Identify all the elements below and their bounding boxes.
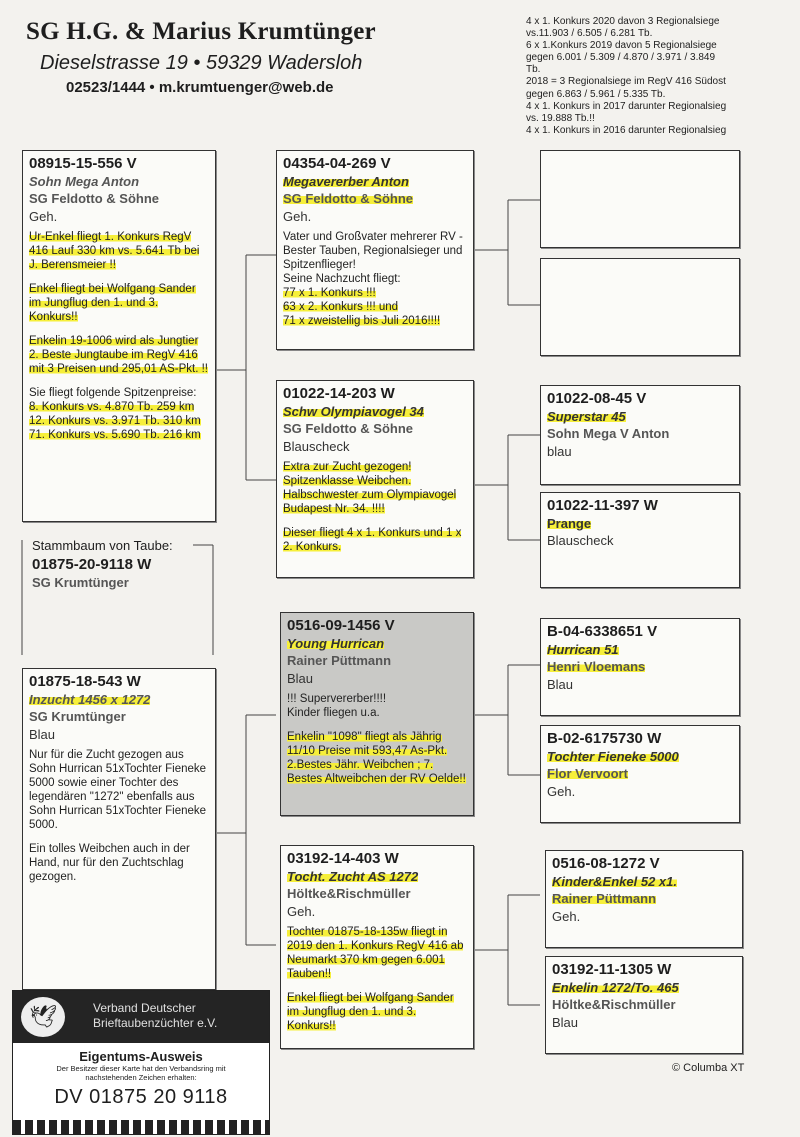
ring-number: 03192-14-403 W <box>287 850 399 867</box>
pigeon-color: Geh. <box>552 909 581 924</box>
note-text: Kinder fliegen u.a. <box>287 707 380 719</box>
pigeon-color: Geh. <box>547 784 576 799</box>
note-text: Ur-Enkel fliegt 1. Konkurs RegV 416 Lauf 330 km vs. 5.641 Tb bei J. Berensmeier !! <box>29 231 200 271</box>
pigeon-color: Blauscheck <box>547 533 614 548</box>
empty-ancestor-card <box>540 258 740 356</box>
pigeon-name: Young Hurrican <box>287 636 385 651</box>
great-grandparent-card <box>540 618 740 716</box>
pigeon-name: Tochter Fieneke 5000 <box>547 749 679 764</box>
note-text: 63 x 2. Konkurs !!! und <box>283 301 399 313</box>
note-text: 71. Konkurs vs. 5.690 Tb. 216 km <box>29 429 201 441</box>
note-text: Tochter 01875-18-135w fliegt in 2019 den 1. Konkurs RegV 416 ab Neumarkt 370 km gegen 6.001 Tauben!! <box>287 926 464 980</box>
achievement-line: vs. 19.888 Tb.!! <box>526 112 595 124</box>
achievement-line: Tb. <box>526 64 541 76</box>
breeder-name: Flor Vervoort <box>547 766 628 781</box>
pigeon-name: Inzucht 1456 x 1272 <box>29 692 151 707</box>
mother-card <box>22 668 216 990</box>
ring-number: 0516-08-1272 V <box>552 855 660 872</box>
copyright-text: © Columba XT <box>672 1062 745 1074</box>
great-grandparent-card <box>545 956 743 1054</box>
note-text: Sie fliegt folgende Spitzenpreise: <box>29 387 197 399</box>
achievement-line: 4 x 1. Konkurs 2020 davon 3 Regionalsiege <box>526 16 720 27</box>
great-grandparent-card <box>540 492 740 588</box>
breeder-name: Sohn Mega V Anton <box>547 426 670 441</box>
note-text: Enkel fliegt bei Wolfgang Sander im Jungflug den 1. und 3. Konkurs!! <box>29 283 196 323</box>
ring-number: 0516-09-1456 V <box>287 617 395 634</box>
ring-number: 01022-08-45 V <box>547 390 647 407</box>
achievement-line: 4 x 1. Konkurs in 2016 darunter Regionalsieg <box>526 124 727 136</box>
achievement-line: gegen 6.001 / 5.309 / 4.870 / 3.971 / 3.849 <box>526 52 716 64</box>
pigeon-name: Prange <box>547 516 592 531</box>
ring-number: 01022-14-203 W <box>283 385 395 402</box>
ring-number: B-02-6175730 W <box>547 730 662 747</box>
ring-number: 04354-04-269 V <box>283 155 391 172</box>
pigeon-notes <box>283 230 467 328</box>
pigeon-name: Superstar 45 <box>547 409 626 424</box>
achievement-line: vs.11.903 / 6.505 / 6.281 Tb. <box>526 28 653 40</box>
pigeon-notes <box>29 748 209 884</box>
pigeon-color: Blauscheck <box>283 439 350 454</box>
pigeon-name: Kinder&Enkel 52 x1. <box>552 874 677 889</box>
ring-number: 03192-11-1305 W <box>552 961 672 978</box>
pigeon-name: Schw Olympiavogel 34 <box>283 404 424 419</box>
great-grandparent-card <box>540 385 740 485</box>
maternal-grandmother-card <box>280 845 474 1049</box>
great-grandparent-card <box>540 725 740 823</box>
pigeon-name: Enkelin 1272/To. 465 <box>552 980 679 995</box>
note-text: 12. Konkurs vs. 3.971 Tb. 310 km <box>29 415 201 427</box>
breeder-name: Rainer Püttmann <box>287 653 392 668</box>
stammbaum-label: Stammbaum von Taube: <box>28 538 177 553</box>
note-text: Enkelin 19-1006 wird als Jungtier 2. Beste Jungtaube im RegV 416 mit 3 Preisen und 295,01 AS-Pkt. !! <box>29 335 208 375</box>
breeder-contact: 02523/1444 • m.krumtuenger@web.de <box>66 79 334 96</box>
card-stripe <box>13 1120 269 1134</box>
note-text: Vater und Großvater mehrerer RV - Bester Tauben, Regionalsieger und Spitzenflieger! <box>283 231 463 271</box>
pigeon-notes <box>287 925 467 1033</box>
association-line: Verband Deutscher <box>93 1001 196 1015</box>
breeder-name: SG Feldotto & Söhne <box>29 191 159 206</box>
pigeon-name: Hurrican 51 <box>547 642 619 657</box>
subject-breeder: SG Krumtünger <box>32 575 129 590</box>
pigeon-color: Geh. <box>287 904 316 919</box>
breeder-name: SG Feldotto & Söhne <box>283 421 413 436</box>
note-text: Seine Nachzucht fliegt: <box>283 273 401 285</box>
great-grandparent-card <box>545 850 743 948</box>
pigeon-color: Blau <box>287 671 314 686</box>
ring-number: B-04-6338651 V <box>547 623 658 640</box>
pigeon-color: Geh. <box>283 209 312 224</box>
empty-ancestor-card <box>540 150 740 248</box>
breeder-name: Höltke&Rischmüller <box>287 886 411 901</box>
subject-info <box>32 556 151 592</box>
breeder-name: Rainer Püttmann <box>552 891 657 906</box>
pigeon-name: Tocht. Zucht AS 1272 <box>287 869 419 884</box>
header-achievements <box>526 16 788 137</box>
note-text: !!! Supervererber!!!! <box>287 693 387 705</box>
father-card <box>22 150 216 522</box>
pigeon-name: Megavererber Anton <box>283 174 409 189</box>
pigeon-name: Sohn Mega Anton <box>29 174 140 189</box>
subject-ring: 01875-20-9118 W <box>32 556 152 573</box>
paternal-grandmother-card <box>276 380 474 578</box>
breeder-address: Dieselstrasse 19 • 59329 Wadersloh <box>40 52 363 74</box>
note-text: 71 x zweistellig bis Juli 2016!!!! <box>283 315 441 327</box>
association-line: Brieftaubenzüchter e.V. <box>93 1016 218 1030</box>
pigeon-color: Blau <box>552 1015 579 1030</box>
card-title: Eigentums-Ausweis <box>79 1049 203 1064</box>
ring-number: 01022-11-397 W <box>547 497 658 514</box>
pigeon-notes <box>287 692 467 786</box>
breeder-name: SG Krumtünger <box>29 709 126 724</box>
card-text: Der Besitzer dieser Karte hat den Verbandsring mit nachstehenden Zeichen erhalten: <box>56 1064 226 1082</box>
achievement-line: 2018 = 3 Regionalsiege im RegV 416 Südost <box>526 76 726 88</box>
breeder-name: Höltke&Rischmüller <box>552 997 676 1012</box>
ring-number: 01875-18-543 W <box>29 673 141 690</box>
ring-number: 08915-15-556 V <box>29 155 137 172</box>
note-text: 77 x 1. Konkurs !!! <box>283 287 376 299</box>
card-ring-number: DV 01875 20 9118 <box>54 1086 228 1108</box>
paternal-grandfather-card <box>276 150 474 350</box>
breeder-name: Henri Vloemans <box>547 659 646 674</box>
note-text: Dieser fliegt 4 x 1. Konkurs und 1 x 2. Konkurs. <box>283 527 462 553</box>
pigeon-color: Blau <box>547 677 574 692</box>
achievement-line: 4 x 1. Konkurs in 2017 darunter Regionalsieg <box>526 100 727 112</box>
association-name <box>93 1001 217 1031</box>
card-header <box>13 991 269 1043</box>
ownership-card <box>12 990 270 1135</box>
note-text: Nur für die Zucht gezogen aus Sohn Hurrican 51xTochter Fieneke 5000 sowie einer Tochter des legendären "1272" ebenfalls aus Sohn Hurrican 51xTochter Fieneke 5000. <box>29 749 207 831</box>
breeder-name: SG Feldotto & Söhne <box>283 191 413 206</box>
note-text: Enkel fliegt bei Wolfgang Sander im Jungflug den 1. und 3. Konkurs!! <box>287 992 454 1032</box>
pigeon-notes <box>29 230 209 442</box>
pigeon-color: blau <box>547 444 572 459</box>
note-text: Ein tolles Weibchen auch in der Hand, nur für den Zuchtschlag gezogen. <box>29 843 190 883</box>
breeder-title: SG H.G. & Marius Krumtünger <box>26 18 376 45</box>
achievement-line: gegen 6.863 / 5.961 / 5.335 Tb. <box>526 88 666 100</box>
maternal-grandfather-card <box>280 612 474 816</box>
pigeon-color: Geh. <box>29 209 58 224</box>
dove-logo-icon: 🕊 <box>21 997 65 1037</box>
achievement-line: 6 x 1.Konkurs 2019 davon 5 Regionalsiege <box>526 40 717 52</box>
note-text: Extra zur Zucht gezogen! Spitzenklasse Weibchen. Halbschwester zum Olympiavogel Budapest Nr. 34. !!!! <box>283 461 457 515</box>
pigeon-color: Blau <box>29 727 56 742</box>
note-text: Enkelin "1098" fliegt als Jährig 11/10 Preise mit 593,47 As-Pkt. 2.Bestes Jähr. Weibchen ; 7. Bestes Altweibchen der RV Oelde!! <box>287 731 466 785</box>
note-text: 8. Konkurs vs. 4.870 Tb. 259 km <box>29 401 195 413</box>
pigeon-notes <box>283 460 467 554</box>
